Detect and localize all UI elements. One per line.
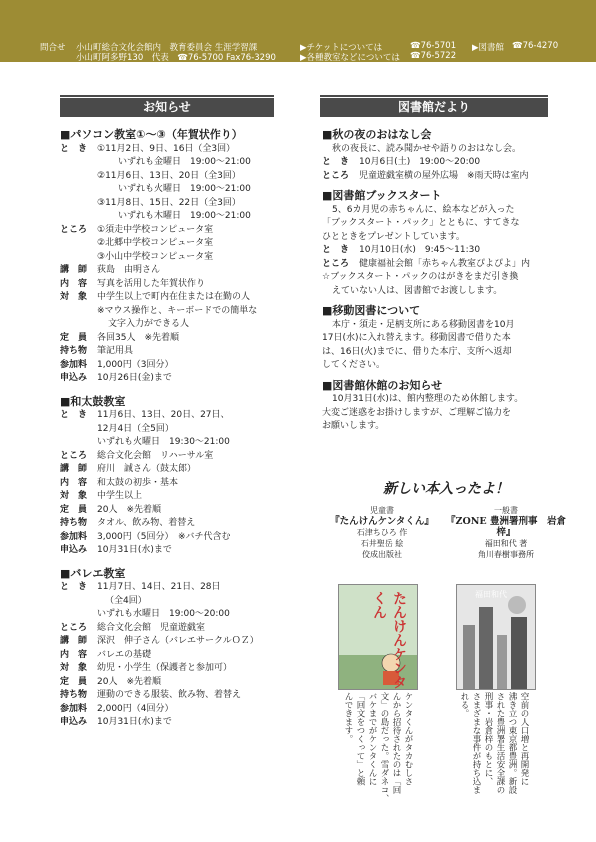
book2-publisher: 角川春樹事務所 xyxy=(478,550,534,559)
ballet-fee: 2,000円（4回分） xyxy=(97,703,174,714)
bookstart-where: 健康福祉会館「赤ちゃん教室ぴよぴよ」内 xyxy=(359,258,531,269)
book2-cover-art xyxy=(457,585,535,689)
ballet-target-key: 対 象 xyxy=(60,663,88,673)
ballet-bring: 運動のできる服装、飲み物、着替え xyxy=(97,690,242,700)
bookstart-desc-1: 5、6カ月児の赤ちゃんに、絵本などが入った xyxy=(332,204,515,215)
class-contact-label: ▶各種教室などについては xyxy=(300,53,400,63)
book1-description xyxy=(342,692,414,810)
bookstart-note-2: えていない人は、図書館でお渡しします。 xyxy=(332,285,503,296)
taiko-when-key: と き xyxy=(60,410,88,420)
mobile-desc-1: 本庁・須走・足柄支所にある移動図書を10月 xyxy=(332,319,515,330)
pc-when-4: いずれも火曜日 19:00〜21:00 xyxy=(118,184,251,194)
bookstart-desc-2: 「ブックスタート・パック」とともに、すてきな xyxy=(322,218,520,228)
ballet-apply: 10月31日(水)まで xyxy=(97,717,172,727)
book2-desc-6: れる。 xyxy=(459,692,469,718)
pc-where-key: ところ xyxy=(60,224,88,235)
ballet-teacher-key: 講 師 xyxy=(60,636,88,646)
book1-info xyxy=(326,505,438,560)
ballet-bring-key: 持ち物 xyxy=(60,690,88,700)
book2-cover-image xyxy=(456,584,536,690)
taiko-where: 総合文化会館 リハーサル室 xyxy=(97,450,214,461)
library-contact-tel: ☎76-4270 xyxy=(512,41,559,51)
pc-when-3: ②11月6日、13日、20日（全3回） xyxy=(97,170,241,181)
pc-apply-key: 申込み xyxy=(60,373,88,383)
taiko-apply: 10月31日(水)まで xyxy=(97,545,172,555)
pc-where-1: ①須走中学校コンピュータ室 xyxy=(97,224,214,235)
bookstart-where-key: ところ xyxy=(322,258,350,269)
book2-desc-5: さまざまな事件が持ち込ま xyxy=(471,692,481,794)
pc-where-2: ②北郷中学校コンピュータ室 xyxy=(97,238,214,248)
story-heading: ■ 秋の夜のおはなし会 xyxy=(322,128,562,142)
book1-title: 『たんけんケンタくん』 xyxy=(330,516,434,527)
pc-content-key: 内 容 xyxy=(60,278,88,289)
bookstart-heading: ■ 図書館ブックスタート xyxy=(322,189,562,203)
taiko-apply-key: 申込み xyxy=(60,545,88,555)
ballet-target: 幼児・小学生（保護者と参加可） xyxy=(97,663,233,673)
closed-heading: ■ 図書館休館のお知らせ xyxy=(322,379,562,393)
bookstart-desc-3: ひとときをプレゼントしています。 xyxy=(322,231,465,242)
book1-desc-6: んできます。 xyxy=(343,692,353,743)
mobile-desc-2: 17日(水)に入れ替えます。移動図書で借りた本 xyxy=(322,333,511,343)
closed-desc-1: 10月31日(水)は、館内整理のため休館します。 xyxy=(332,394,524,404)
taiko-teacher-key: 講 師 xyxy=(60,464,88,474)
taiko-when-3: いずれも火曜日 19:30〜21:00 xyxy=(97,437,230,447)
ballet-where-key: ところ xyxy=(60,622,88,633)
book2-author: 福田和代 著 xyxy=(484,539,528,548)
contact-label: 問合せ xyxy=(40,43,66,53)
book2-title: 『ZONE 豊洲署刑事 岩倉梓』 xyxy=(446,516,566,538)
pc-cap: 各回35人 ※先着順 xyxy=(97,332,179,343)
ballet-when-2: （全4回） xyxy=(105,595,147,606)
pc-when-1: ①11月2日、9日、16日（全3回） xyxy=(97,143,236,154)
mobile-heading: ■ 移動図書について xyxy=(322,304,562,318)
book1-author: 石津ちひろ 作 xyxy=(356,528,408,537)
taiko-where-key: ところ xyxy=(60,450,88,461)
ticket-contact-tel: ☎76-5701 xyxy=(410,41,457,51)
ballet-when-3: いずれも水曜日 19:00〜20:00 xyxy=(97,609,230,619)
book2-description xyxy=(458,692,530,810)
taiko-target-key: 対 象 xyxy=(60,491,88,501)
taiko-bring: タオル、飲み物、着替え xyxy=(97,518,196,528)
bookstart-when-key: と き xyxy=(322,245,350,255)
contact-address-line1: 小山町総合文化会館内 教育委員会 生涯学習課 xyxy=(76,43,258,53)
closed-desc-3: お願いします。 xyxy=(322,421,385,431)
book1-cover-title: たんけんケンタくん xyxy=(371,591,407,689)
ballet-apply-key: 申込み xyxy=(60,717,88,727)
taiko-class-heading: ■ 和太鼓教室 xyxy=(60,395,310,409)
book2-category: 一般書 xyxy=(494,506,518,515)
ballet-fee-key: 参加料 xyxy=(60,703,88,714)
story-where: 児童遊戯室横の屋外広場 ※雨天時は室内 xyxy=(359,170,529,181)
book1-desc-5: 「回文をつくって」と頼 xyxy=(355,692,365,786)
book1-cover-image xyxy=(338,584,418,690)
ballet-where: 総合文化会館 児童遊戯室 xyxy=(97,622,206,633)
ballet-class-heading: ■ バレエ教室 xyxy=(60,567,310,581)
pc-teacher: 荻島 由明さん xyxy=(97,265,161,275)
taiko-when-2: 12月4日（全5回） xyxy=(97,423,174,434)
pc-when-key: と き xyxy=(60,143,88,154)
bookstart-when: 10月10日(水) 9:45〜11:30 xyxy=(359,245,481,255)
taiko-cap: 20人 ※先着順 xyxy=(97,504,161,515)
pc-cap-key: 定 員 xyxy=(60,332,88,343)
story-when-key: と き xyxy=(322,157,350,167)
mobile-desc-3: は、16日(火)までに、借りた本庁、支所へ返却 xyxy=(322,346,512,357)
ticket-contact-label: ▶チケットについては xyxy=(300,43,383,53)
book1-illustrator: 石井聖岳 絵 xyxy=(360,539,404,548)
pc-target-3: 文字入力ができる人 xyxy=(108,319,190,329)
closed-desc-2: 大変ご迷惑をお掛けしますが、ご理解ご協力を xyxy=(322,407,512,418)
class-contact-tel: ☎76-5722 xyxy=(410,51,457,61)
pc-when-6: いずれも木曜日 19:00〜21:00 xyxy=(118,211,251,221)
taiko-content-key: 内 容 xyxy=(60,477,88,488)
contact-header xyxy=(0,0,596,62)
book2-desc-2: 沸き立つ東京都豊洲。新設 xyxy=(507,692,517,794)
story-desc: 秋の夜長に、読み聞かせや語りのおはなし会。 xyxy=(332,143,522,154)
taiko-content: 和太鼓の初歩・基本 xyxy=(97,477,179,488)
ballet-content-key: 内 容 xyxy=(60,649,88,660)
pc-teacher-key: 講 師 xyxy=(60,265,88,275)
pc-fee: 1,000円（3回分） xyxy=(97,359,174,370)
notice-column xyxy=(60,124,310,730)
notice-title-bar: お知らせ xyxy=(60,98,274,117)
library-column xyxy=(322,124,562,434)
pc-class-heading: ■ パソコン教室①〜③（年賀状作り） xyxy=(60,128,310,142)
bookstart-note-1: ☆ブックスタート・パックのはがきをまだ引き換 xyxy=(322,272,519,282)
taiko-teacher: 府川 誠さん（鼓太郎） xyxy=(97,464,197,474)
taiko-target: 中学生以上 xyxy=(97,491,143,501)
ballet-when-1: 11月7日、14日、21日、28日 xyxy=(97,582,221,592)
library-contact-label: ▶図書館 xyxy=(472,43,505,53)
taiko-cap-key: 定 員 xyxy=(60,504,88,515)
book2-desc-3: された豊洲署生活安全課の xyxy=(495,692,505,794)
pc-when-2: いずれも金曜日 19:00〜21:00 xyxy=(118,157,251,167)
taiko-bring-key: 持ち物 xyxy=(60,518,88,528)
pc-apply: 10月26日(金)まで xyxy=(97,373,172,383)
library-title-bar: 図書館だより xyxy=(320,98,548,117)
book2-info xyxy=(440,505,572,560)
book2-cover-author: 福田和代 xyxy=(475,590,507,599)
book1-category: 児童書 xyxy=(370,506,394,515)
pc-where-3: ③小山中学校コンピュータ室 xyxy=(97,251,214,262)
pc-when-5: ③11月8日、15日、22日（全3回） xyxy=(97,197,241,208)
contact-address-line2: 小山町阿多野130 代表 ☎76-5700 Fax76-3290 xyxy=(76,53,276,63)
mobile-desc-4: してください。 xyxy=(322,360,386,370)
ballet-content: バレエの基礎 xyxy=(97,649,152,660)
story-when: 10月6日(土) 19:00〜20:00 xyxy=(359,157,481,167)
book1-desc-2: んから招待されたのは「回 xyxy=(391,692,401,794)
book1-publisher: 佼成出版社 xyxy=(362,550,402,559)
pc-target-key: 対 象 xyxy=(60,292,88,302)
ballet-cap: 20人 ※先着順 xyxy=(97,676,161,687)
story-where-key: ところ xyxy=(322,170,350,181)
new-books-title: 新しい本入ったよ！ xyxy=(383,481,509,497)
ballet-when-key: と き xyxy=(60,582,88,592)
pc-target-1: 中学生以上で町内在住または在勤の人 xyxy=(97,292,251,302)
book2-desc-4: 刑事・岩倉梓のもとに、 xyxy=(483,692,493,786)
pc-content: 写真を活用した年賀状作り xyxy=(97,278,206,289)
book1-desc-3: 文」の島だった。雪ダネコ、 xyxy=(379,692,389,803)
book2-desc-1: 空前の人口増と再開発に xyxy=(519,692,529,786)
ballet-teacher: 深沢 伸子さん（バレエサークルＯＺ） xyxy=(97,636,259,646)
pc-bring: 筆記用具 xyxy=(97,346,134,356)
pc-fee-key: 参加料 xyxy=(60,359,88,370)
book1-desc-1: ケンタくんがタカむしさ xyxy=(403,692,413,786)
taiko-fee: 3,000円（5回分） ※バチ代含む xyxy=(97,531,231,542)
taiko-when-1: 11月6日、13日、20日、27日、 xyxy=(97,410,230,420)
ballet-cap-key: 定 員 xyxy=(60,676,88,687)
book1-desc-4: バケまでがケンタくんに xyxy=(367,692,377,786)
pc-target-2: ※マウス操作と、キーボードでの簡単な xyxy=(97,305,258,316)
pc-bring-key: 持ち物 xyxy=(60,346,88,356)
taiko-fee-key: 参加料 xyxy=(60,531,88,542)
